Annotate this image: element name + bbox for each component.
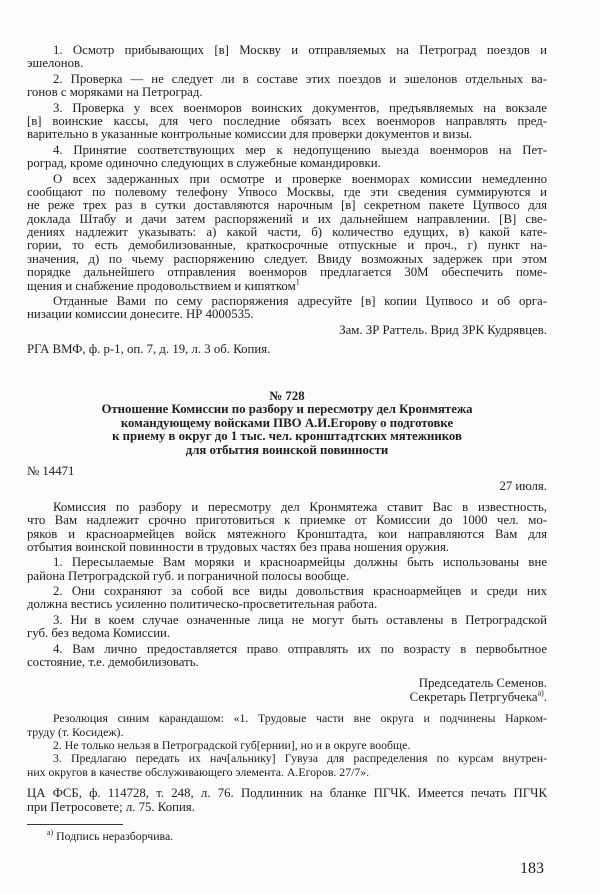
text-line: при Петросовете; л. 75. Копия. <box>27 799 195 814</box>
text-line: низации комиссии донесите. НР 4000535. <box>27 307 254 322</box>
text-line: доклада Штабу и дачи затем распоряжений и их дальнейшем направлении. [В] све- <box>27 211 547 226</box>
text-line: варительно в указанные контрольные комиссии для проверки документов и визы. <box>27 127 473 142</box>
footnote-text: Подпись неразборчива. <box>53 828 174 843</box>
text-line: ЦА ФСБ, ф. 114728, т. 248, л. 76. Подлинник на бланке ПГЧК. Имеется печать ПГЧК <box>27 786 547 801</box>
text-line: 1. Осмотр прибывающих [в] Москву и отправляемых на Петроград поездов и <box>53 43 547 57</box>
signature: Секретарь Петргубчека$^{а)}$. <box>409 688 547 704</box>
resolution-paragraph <box>27 712 547 739</box>
text-line: что Вам надлежит срочно приготовиться к приемке от Комиссии до 1000 чел. мо- <box>27 513 547 528</box>
text-line: 4. Вам лично предоставляется право отправлять их по возрасту в первобытное <box>53 641 547 656</box>
text-line: дениях надлежит указывать: а) какой части, б) количество едущих, в) какой кате- <box>27 225 547 240</box>
text-line: ряков и красноармейцев войск мятежного Кронштадта, кои направляются Вам для <box>27 526 547 541</box>
text-line: Комиссия по разбору и пересмотру дел Кронмятежа ставит Вас в известность, <box>53 499 547 514</box>
paragraph <box>27 44 547 71</box>
text-line: порядке дальнейшего отправления военморов предлагается 30М обеспечить поме- <box>27 265 547 280</box>
text-line: эшелонов. <box>27 56 84 71</box>
paragraph <box>27 102 547 142</box>
text-line: 4. Принятие соответствующих мер к недопущению выезда военморов на Пет- <box>53 142 547 157</box>
archive-source <box>27 787 547 814</box>
text-line: Отданные Вами по сему распоряжения адресуйте [в] копии Цупвосо и об орга- <box>53 294 547 309</box>
archive-source-text <box>27 787 547 814</box>
text-line: 3. Проверка у всех военморов воинских документов, предъявляемых на вокзале <box>53 100 547 115</box>
text-line: Резолюция синим карандашом: «1. Трудовые части вне округа и подчинены Нарком- <box>53 711 547 726</box>
text-line: значения, д) по чьему распоряжению следует. Ввиду возможных задержек при этом <box>27 251 547 266</box>
document-title-line: командующему войсками ПВО А.И.Егорову о подготовке <box>120 415 454 430</box>
text-line: 1. Пересылаемые Вам моряки и красноармейцы должны быть использованы вне <box>53 555 547 570</box>
archive-source: РГА ВМФ, ф. р-1, оп. 7, д. 19, л. 3 об. Копия. <box>27 342 271 357</box>
registration-number: № 14471 <box>27 463 75 478</box>
text-line: 3. Предлагаю передать их нач[альнику] Гувуза для распределения по курсам внутрен- <box>53 751 547 766</box>
resolution-paragraph <box>27 752 547 779</box>
paragraph <box>27 643 547 670</box>
paragraph <box>27 614 547 641</box>
document-previous-continuation <box>27 44 547 357</box>
text-line: должна вестись усиленно политическо-просветительная работа. <box>27 597 378 612</box>
resolution <box>27 712 547 779</box>
text-line: 3. Ни в коем случае означенные лица не могут быть оставлены в Петроградской <box>53 612 547 627</box>
text-line: гории, то есть демобилизованные, краткосрочные отпускные и проч., г) пункт на- <box>27 238 547 253</box>
text-line: гонов с моряками на Петроград. <box>27 85 203 100</box>
resolution-paragraph <box>27 739 547 752</box>
paragraph <box>27 501 547 555</box>
text-line: щения и снабжение продовольствием и кипятком$^1$ <box>27 277 300 293</box>
text-line: сообщают по полевому телефону Упвосо Москвы, где эти сведения суммируются и <box>27 184 547 199</box>
paragraph <box>27 585 547 612</box>
text-line: роград, кроме одиночно следующих в служебные командировки. <box>27 156 381 171</box>
text-line: губ. без ведома Комиссии. <box>27 626 171 641</box>
text-line: 2. Проверка — не следует ли в составе этих поездов и эшелонов отдельных ва- <box>53 71 547 86</box>
footnote-ref: а) <box>537 688 544 698</box>
footnote-ref: 1 <box>295 277 300 287</box>
footnote <box>27 830 547 843</box>
paragraph <box>27 73 547 100</box>
text-line: труду (т. Косидеж). <box>27 724 124 739</box>
text-line: них округов в качестве обслуживающего элемента. А.Егоров. 27/7». <box>27 764 370 779</box>
paragraph <box>27 295 547 322</box>
signature: Председатель Семенов. <box>418 676 547 691</box>
text-line: не реже трех раз в сутки доставляются нарочным [в] секретном пакете Цупвосо для <box>27 198 547 213</box>
paragraph <box>27 556 547 583</box>
paragraph <box>27 144 547 171</box>
document-title-line: к приему в округ до 1 тыс. чел. кронштадтских мятежников <box>112 429 462 444</box>
text-line: 2. Они сохраняют за собой все виды довольствия красноармейцев и среди них <box>53 584 547 599</box>
document-date: 27 июля. <box>499 479 547 494</box>
text-line: отбытия воинской повинности в трудовых частях без права ношения оружия. <box>27 539 450 554</box>
signature: Зам. ЗР Раттель. Врид ЗРК Кудрявцев. <box>339 322 547 337</box>
document-728 <box>27 390 547 843</box>
text-line: 2. Не только нельзя в Петроградской губ[ернии], но и в округе вообще. <box>53 737 411 752</box>
document-title-line: Отношение Комиссии по разбору и пересмотру дел Кронмятежа <box>101 402 473 417</box>
paragraph <box>27 173 547 294</box>
page-number: 183 <box>520 860 544 877</box>
text-line: [в] воинские кассы, для чего последние обязать всех военморов направлять пред- <box>27 113 547 128</box>
text-line: О всех задержанных при осмотре и проверке военморах комиссии немедленно <box>53 171 547 186</box>
document-number: № 728 <box>269 389 305 403</box>
document-title-line: для отбытия воинской повинности <box>185 442 389 457</box>
footnote-divider <box>27 824 123 825</box>
text-line: района Петроградской губ. и пограничной полосы вообще. <box>27 568 350 583</box>
footnote-mark: а) <box>47 828 54 838</box>
text-line: состояние, т.е. демобилизовать. <box>27 655 199 670</box>
